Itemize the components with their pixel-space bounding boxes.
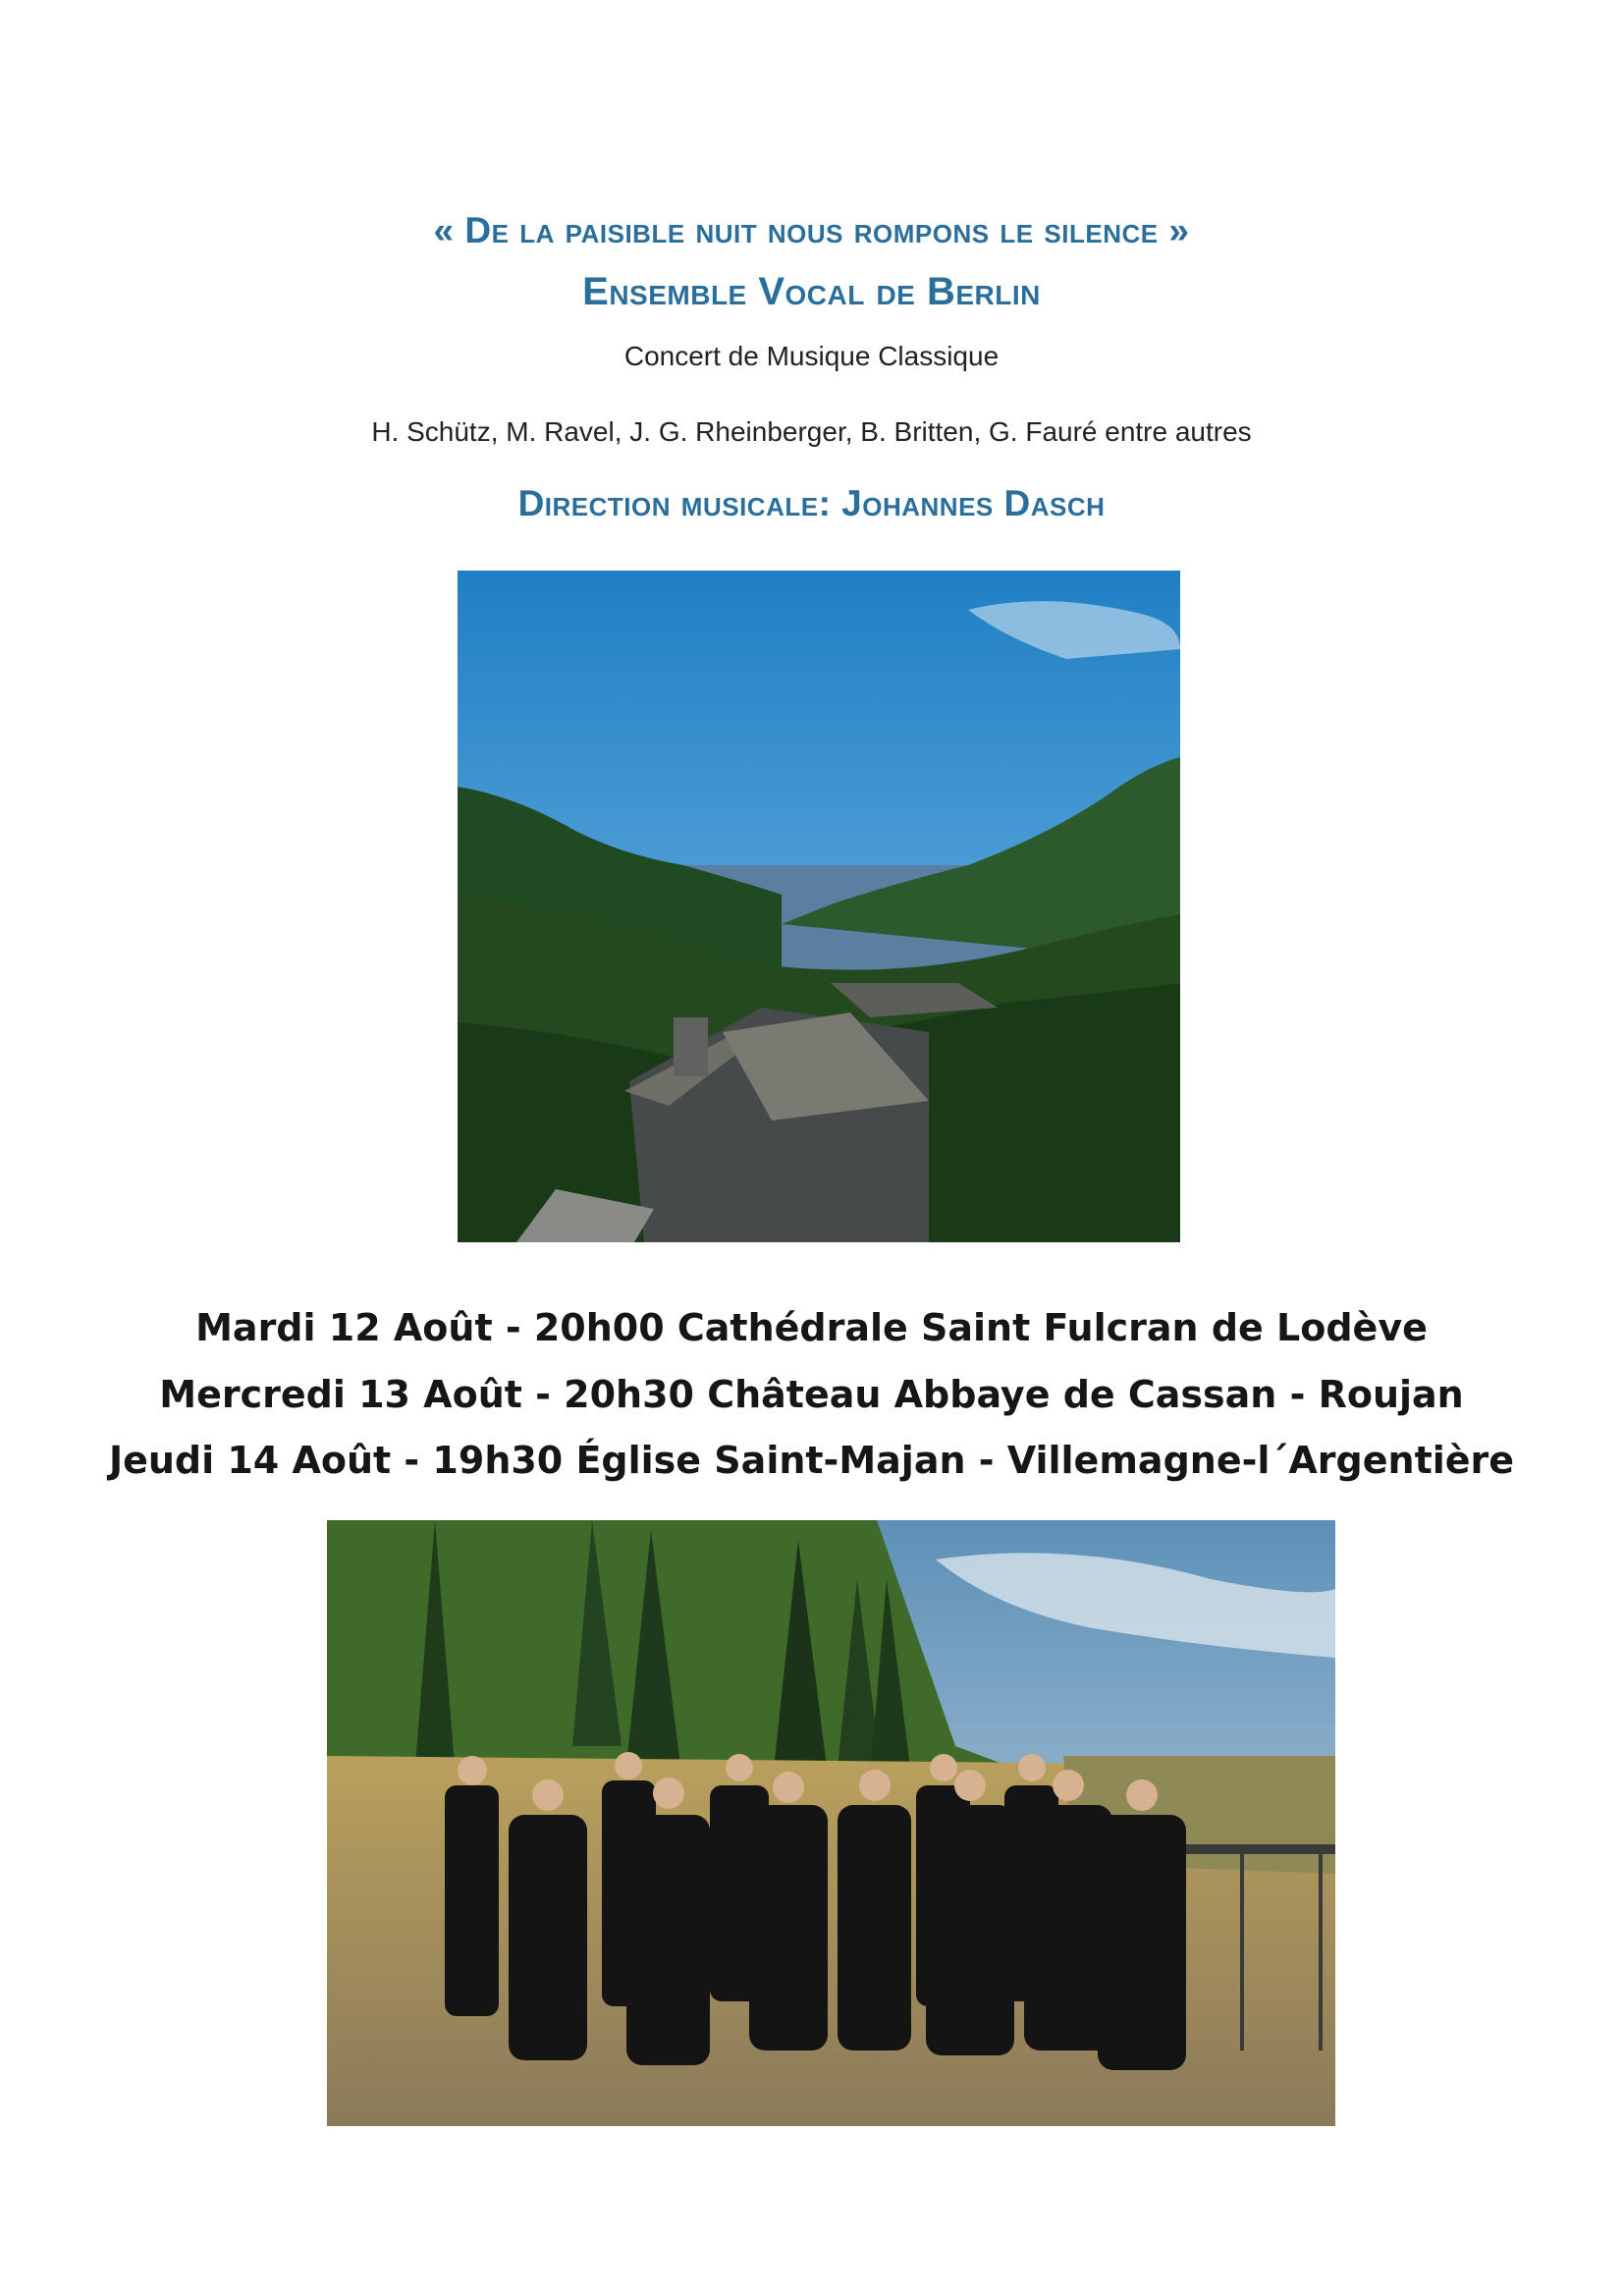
valley-landscape-photo	[458, 571, 1180, 1242]
concert-date-1: Mardi 12 Août - 20h00 Cathédrale Saint Fulcran de Lodève	[195, 1306, 1428, 1349]
composer-list: H. Schütz, M. Ravel, J. G. Rheinberger, B. Britten, G. Fauré entre autres	[371, 416, 1252, 447]
concert-date-2: Mercredi 13 Août - 20h30 Château Abbaye de Cassan - Roujan	[159, 1373, 1464, 1416]
concert-subtitle: Concert de Musique Classique	[623, 341, 1000, 371]
musical-direction: Direction musicale: Johannes Dasch	[517, 483, 1106, 523]
ensemble-name: Ensemble Vocal de Berlin	[582, 270, 1041, 313]
concert-date-3: Jeudi 14 Août - 19h30 Église Saint-Majan - Villemagne-l´Argentière	[108, 1439, 1515, 1482]
choir-group-photo	[327, 1520, 1335, 2126]
concert-title: « De la paisible nuit nous rompons le silence »	[433, 210, 1190, 250]
